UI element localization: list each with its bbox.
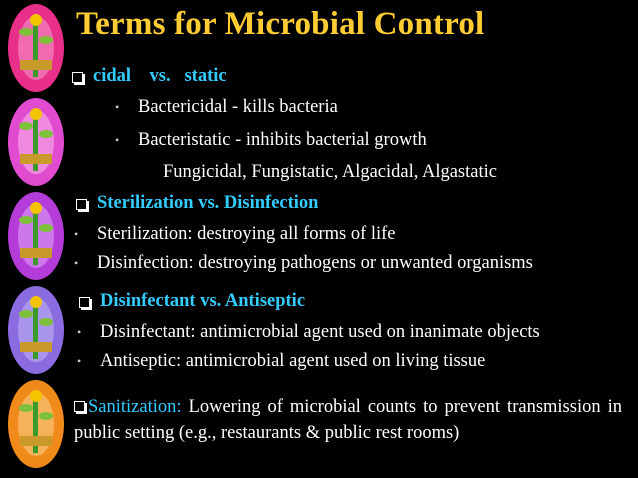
list-item-extra: Fungicidal, Fungistatic, Algacidal, Algastatic xyxy=(163,162,497,182)
section-heading: Sterilization vs. Disinfection xyxy=(97,193,319,213)
list-item: Disinfection: destroying pathogens or unwanted organisms xyxy=(97,253,533,273)
page-title: Terms for Microbial Control xyxy=(76,6,485,42)
flower-icon xyxy=(6,378,66,470)
bullet-dot-icon: • xyxy=(74,227,79,241)
bullet-dot-icon: • xyxy=(77,354,82,368)
decorative-flower-strip xyxy=(0,0,75,478)
checkbox-bullet-icon xyxy=(79,297,90,308)
flower-icon xyxy=(6,2,66,94)
sanitization-definition: Lowering of microbial counts to prevent transmission in public setting (e.g., restaurants & public rest rooms) xyxy=(74,397,622,443)
bullet-dot-icon: • xyxy=(115,133,120,147)
flower-icon xyxy=(6,190,66,282)
checkbox-bullet-icon xyxy=(72,72,83,83)
sanitization-paragraph xyxy=(74,394,622,446)
sanitization-term: Sanitization: xyxy=(88,397,182,417)
flower-icon xyxy=(6,96,66,188)
flower-icon xyxy=(6,284,66,376)
list-item: Bactericidal - kills bacteria xyxy=(138,97,338,117)
list-item: Bacteristatic - inhibits bacterial growth xyxy=(138,130,427,150)
list-item: Sterilization: destroying all forms of life xyxy=(97,224,396,244)
list-item: Antiseptic: antimicrobial agent used on living tissue xyxy=(100,351,486,371)
section-heading: cidal vs. static xyxy=(93,66,227,86)
list-item: Disinfectant: antimicrobial agent used on inanimate objects xyxy=(100,322,540,342)
section-heading: Disinfectant vs. Antiseptic xyxy=(100,291,306,311)
bullet-dot-icon: • xyxy=(77,325,82,339)
checkbox-bullet-icon xyxy=(76,199,87,210)
bullet-dot-icon: • xyxy=(74,256,79,270)
bullet-dot-icon: • xyxy=(115,100,120,114)
